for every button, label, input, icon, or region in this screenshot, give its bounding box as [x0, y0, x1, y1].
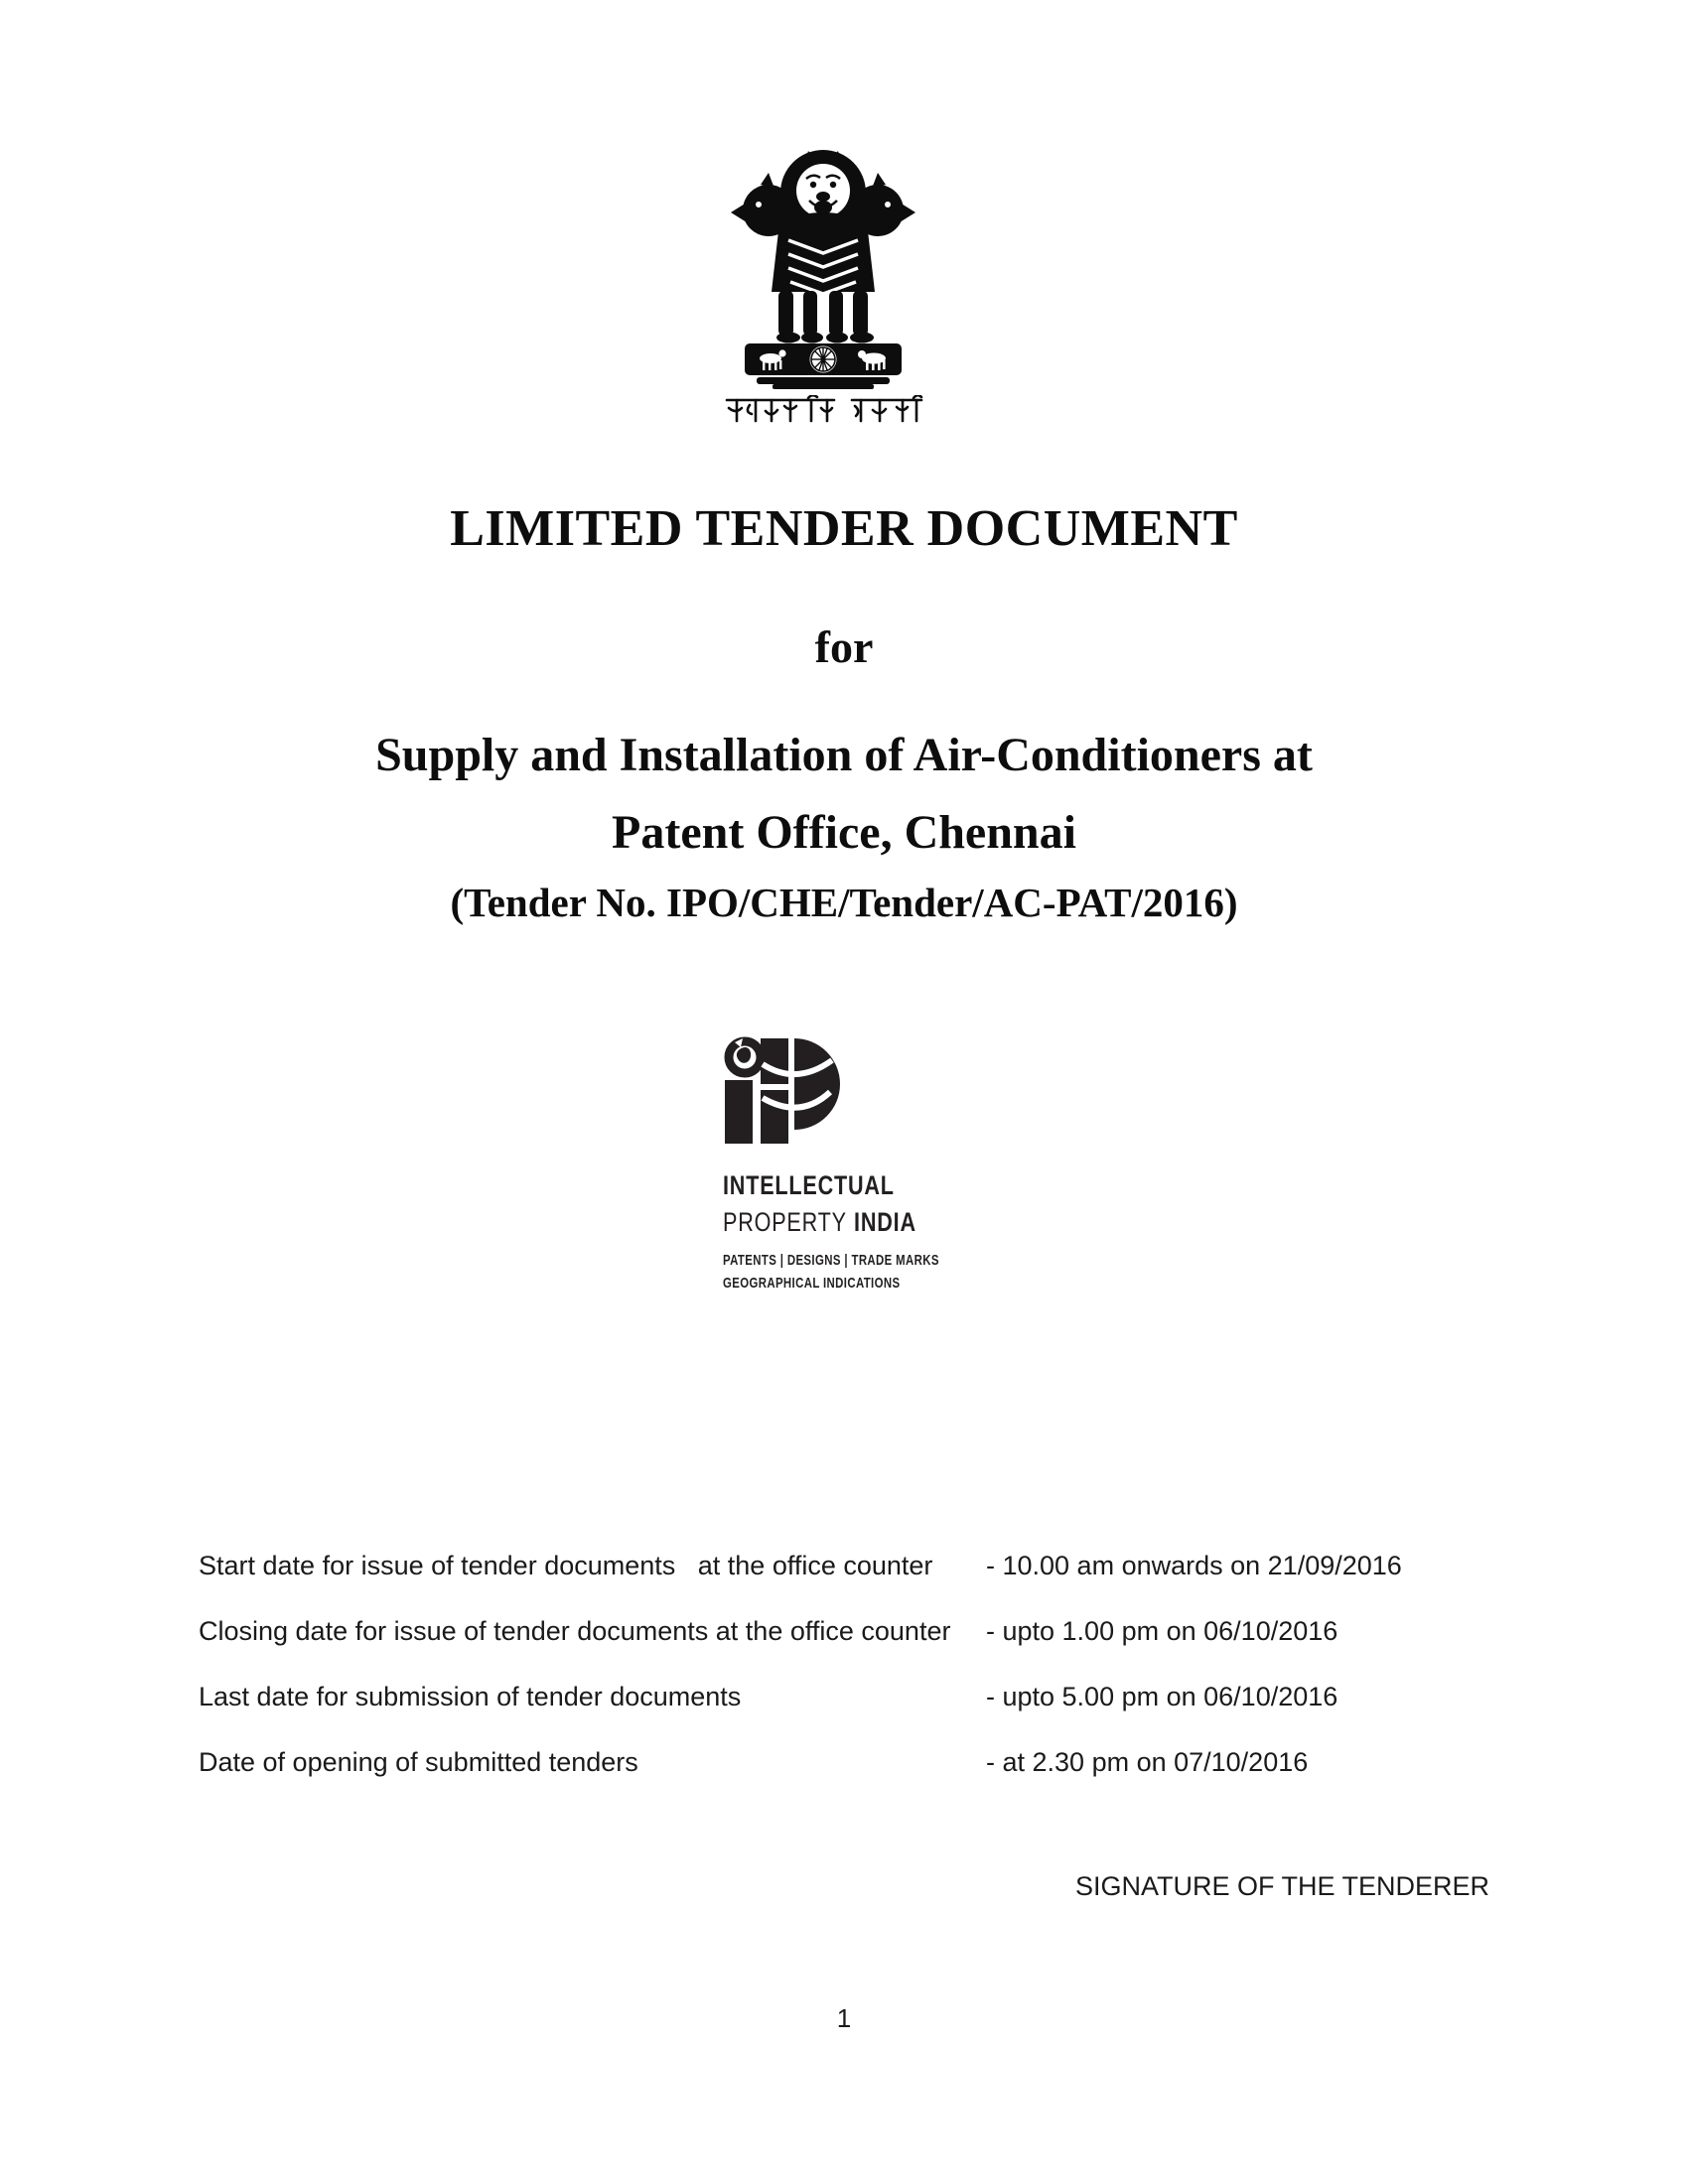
- logo-word-india: INDIA: [854, 1207, 916, 1237]
- ip-logo-mark-icon: [723, 1036, 844, 1150]
- subject-line-2: Patent Office, Chennai: [612, 806, 1076, 859]
- emblem-motto: [725, 395, 923, 427]
- tender-schedule: [199, 1553, 1509, 1815]
- logo-word-property: PROPERTY: [723, 1207, 847, 1237]
- schedule-row: [199, 1749, 1509, 1776]
- signature-line: SIGNATURE OF THE TENDERER: [1074, 1871, 1489, 1901]
- schedule-label: Start date for issue of tender documents at the office counter: [199, 1551, 933, 1580]
- logo-line-intellectual: INTELLECTUAL: [723, 1170, 895, 1200]
- for-text: for: [814, 621, 874, 672]
- logo-line-patents-designs-trademarks: PATENTS | DESIGNS | TRADE MARKS: [723, 1252, 939, 1269]
- lion-capital: [731, 150, 915, 389]
- schedule-row: [199, 1553, 1509, 1579]
- ashoka-chakra-icon: [810, 346, 837, 373]
- national-emblem: [717, 145, 930, 427]
- document-title: LIMITED TENDER DOCUMENT: [450, 500, 1238, 557]
- schedule-label: Closing date for issue of tender documents at the office counter: [199, 1616, 951, 1646]
- motto-script: [727, 395, 921, 421]
- schedule-row: [199, 1684, 1509, 1710]
- schedule-value: - upto 1.00 pm on 06/10/2016: [986, 1616, 1338, 1646]
- subject-line-1: Supply and Installation of Air-Conditioners at: [375, 729, 1313, 781]
- page-number: 1: [836, 2003, 852, 2033]
- logo-line-property-india: [723, 1207, 950, 1237]
- logo-line-geographical-indications: GEOGRAPHICAL INDICATIONS: [723, 1275, 901, 1292]
- schedule-value: - at 2.30 pm on 07/10/2016: [986, 1747, 1309, 1777]
- state-emblem-icon: [717, 145, 930, 389]
- schedule-label: Date of opening of submitted tenders: [199, 1747, 638, 1777]
- schedule-value: - upto 5.00 pm on 06/10/2016: [986, 1682, 1338, 1711]
- schedule-row: [199, 1618, 1509, 1645]
- tender-number: (Tender No. IPO/CHE/Tender/AC-PAT/2016): [450, 880, 1238, 925]
- ip-india-logo: [723, 1036, 1008, 1294]
- schedule-label: Last date for submission of tender documents: [199, 1682, 742, 1711]
- schedule-value: - 10.00 am onwards on 21/09/2016: [986, 1551, 1402, 1580]
